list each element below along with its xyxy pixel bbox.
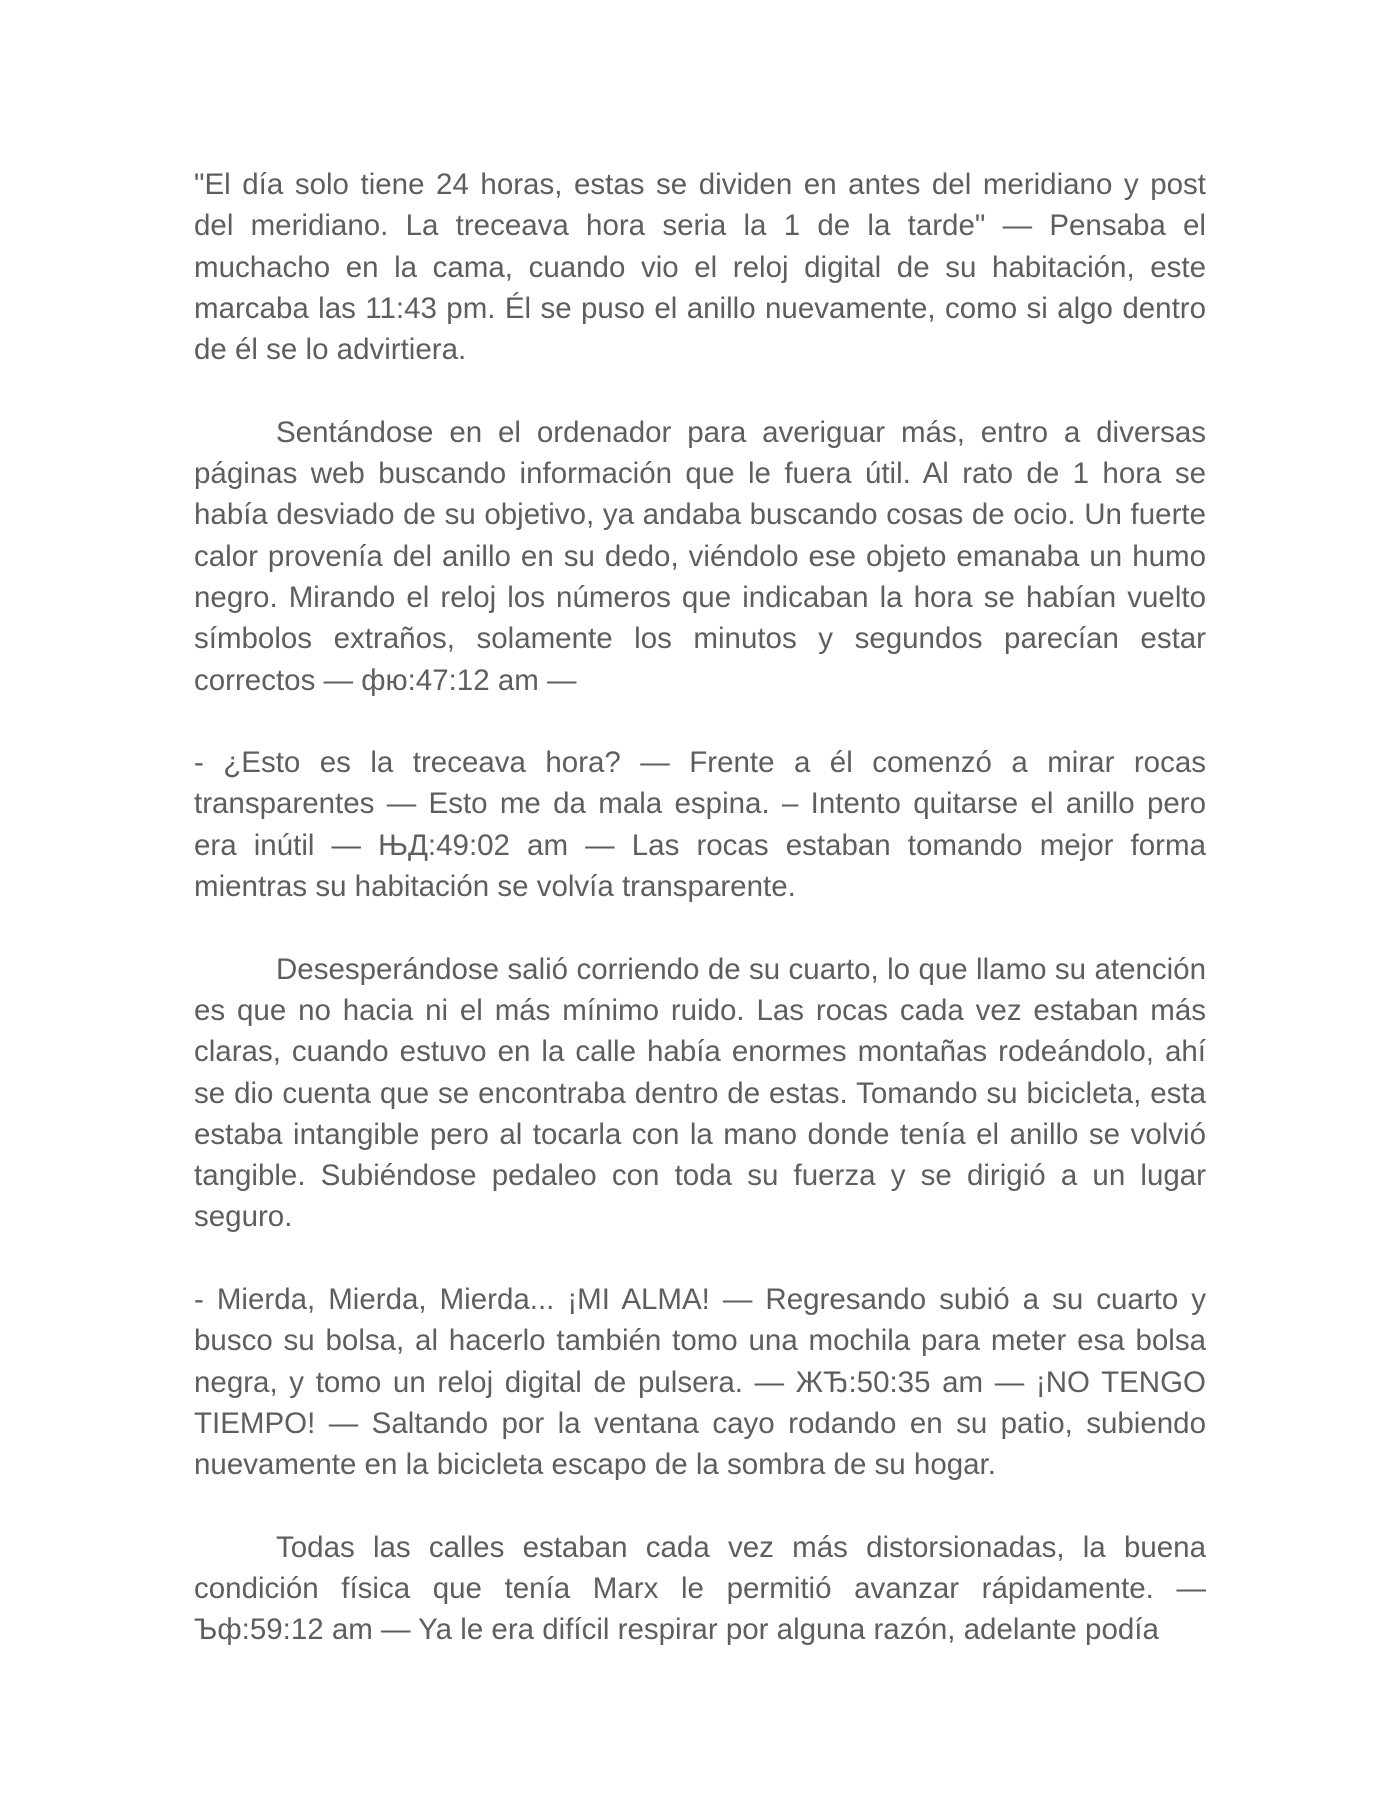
paragraph: - ¿Esto es la treceava hora? — Frente a él comenzó a mirar rocas transparentes — Esto me da mala espina. – Intento quitarse el anillo pero era inútil — ЊД:49:02 am — Las rocas estaban tomando mejor forma mientras su habitación se volvía transparente. xyxy=(194,746,1206,904)
paragraph: Sentándose en el ordenador para averiguar más, entro a diversas páginas web buscando información que le fuera útil. Al rato de 1 hora se había desviado de su objetivo, ya andaba buscando cosas de ocio. Un fuerte calor provenía del anillo en su dedo, viéndolo ese objeto emanaba un humo negro. Mirando el reloj los números que indicaban la hora se habían vuelto símbolos extraños, solamente los minutos y segundos parecían estar correctos — фю:47:12 am — xyxy=(194,415,1206,697)
paragraph: Todas las calles estaban cada vez más distorsionadas, la buena condición física que tenía Marx le permitió avanzar rápidamente. — Ъф:59:12 am — Ya le era difícil respirar por alguna razón, adelante podía xyxy=(194,1530,1206,1647)
paragraph: "El día solo tiene 24 horas, estas se dividen en antes del meridiano y post del meridiano. La treceava hora seria la 1 de la tarde" — Pensaba el muchacho en la cama, cuando vio el reloj digital de su habitación, este marcaba las 11:43 pm. Él se puso el anillo nuevamente, como si algo dentro de él se lo advirtiera. xyxy=(194,168,1206,367)
paragraph: Desesperándose salió corriendo de su cuarto, lo que llamo su atención es que no hacia ni el más mínimo ruido. Las rocas cada vez estaban más claras, cuando estuvo en la calle había enormes montañas rodeándolo, ahí se dio cuenta que se encontraba dentro de estas. Tomando su bicicleta, esta estaba intangible pero al tocarla con la mano donde tenía el anillo se volvió tangible. Subiéndose pedaleo con toda su fuerza y se dirigió a un lugar seguro. xyxy=(194,952,1206,1234)
body-text xyxy=(194,164,1206,1651)
paragraph: - Mierda, Mierda, Mierda... ¡MI ALMA! — Regresando subió a su cuarto y busco su bolsa, al hacerlo también tomo una mochila para meter esa bolsa negra, y tomo un reloj digital de pulsera. — ЖЂ:50:35 am — ¡NO TENGO TIEMPO! — Saltando por la ventana cayo rodando en su patio, subiendo nuevamente en la bicicleta escapo de la sombra de su hogar. xyxy=(194,1283,1206,1482)
